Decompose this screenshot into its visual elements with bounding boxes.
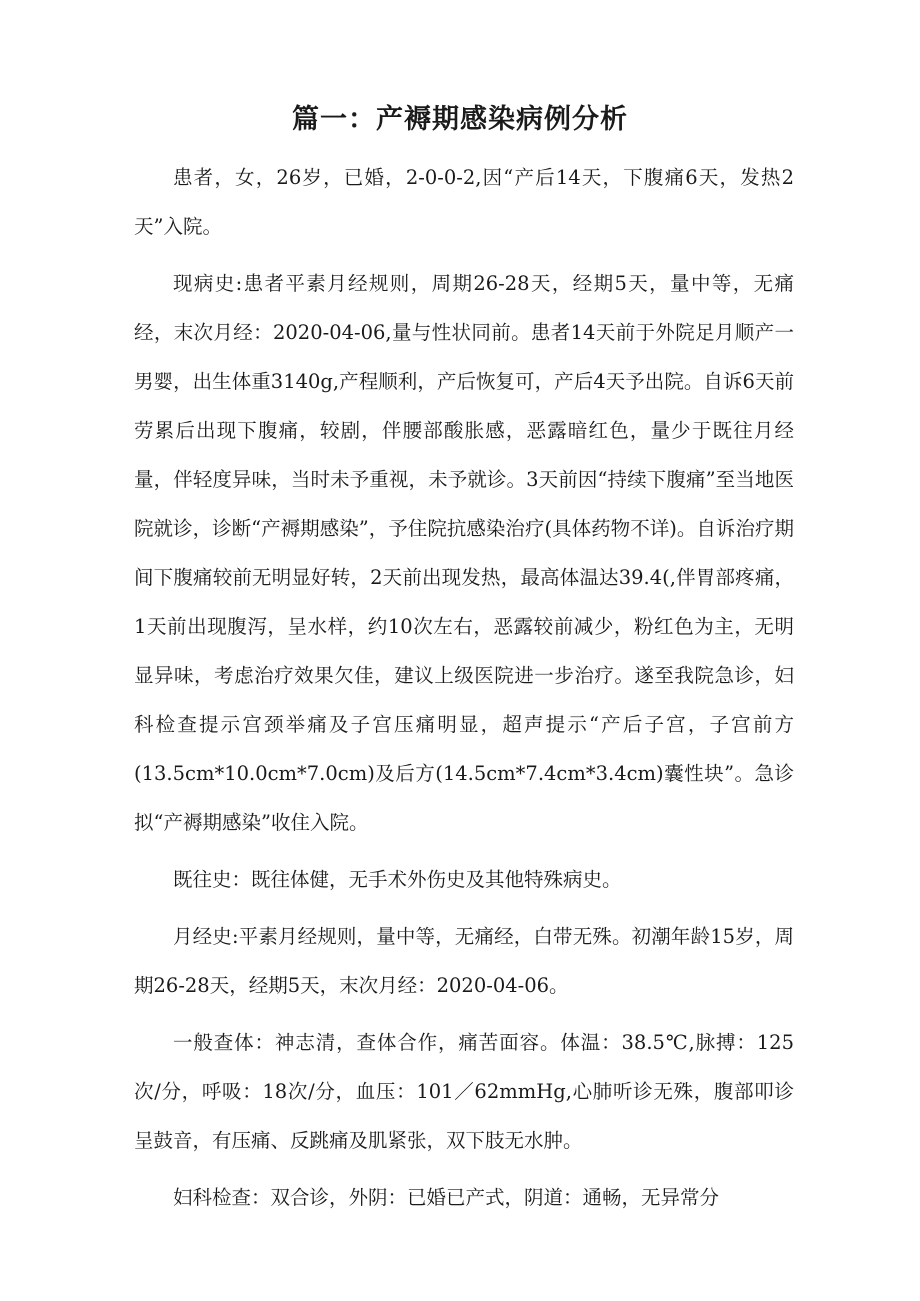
- document-title: 篇一：产褥期感染病例分析: [292, 104, 628, 135]
- document-body: [134, 153, 794, 1230]
- paragraph-present-illness: 现病史:患者平素月经规则，周期26-28天，经期5天，量中等，无痛经，末次月经：2020-04-06,量与性状同前。患者14天前于外院足月顺产一男婴，出生体重3140g,产程顺利，产后恢复可，产后4天予出院。自诉6天前劳累后出现下腹痛，较剧，伴腰部酸胀感，恶露暗红色，量少于既往月经量，伴轻度异味，当时未予重视，未予就诊。3天前因“持续下腹痛”至当地医院就诊，诊断“产褥期感染”，予住院抗感染治疗(具体药物不详)。自诉治疗期间下腹痛较前无明显好转，2天前出现发热，最高体温达39.4(,伴胃部疼痛，1天前出现腹泻，呈水样，约10次左右，恶露较前减少，粉红色为主，无明显异味，考虑治疗效果欠佳，建议上级医院进一步治疗。遂至我院急诊，妇科检查提示宫颈举痛及子宫压痛明显，超声提示“产后子宫，子宫前方(13.5cm*10.0cm*7.0cm)及后方(14.5cm*7.4cm*3.4cm)囊性块”。急诊拟“产褥期感染”收住入院。: [134, 272, 794, 834]
- paragraph-gynecologic-exam: 妇科检查：双合诊，外阴：已婚已产式，阴道：通畅，无异常分: [173, 1186, 720, 1209]
- paragraph-patient-summary: 患者，女，26岁，已婚，2-0-0-2,因“产后14天，下腹痛6天，发热2天”入院。: [134, 166, 794, 238]
- paragraph-menstrual-history: 月经史:平素月经规则，量中等，无痛经，白带无殊。初潮年龄15岁，周期26-28天，经期5天，末次月经：2020-04-06。: [134, 925, 794, 997]
- paragraph-physical-exam: 一般查体：神志清，查体合作，痛苦面容。体温：38.5℃,脉搏：125次/分，呼吸：18次/分，血压：101／62mmHg,心肺听诊无殊，腹部叩诊呈鼓音，有压痛、反跳痛及肌紧张，双下肢无水肿。: [134, 1031, 794, 1152]
- paragraph-past-history: 既往史：既往体健，无手术外伤史及其他特殊病史。: [173, 868, 622, 891]
